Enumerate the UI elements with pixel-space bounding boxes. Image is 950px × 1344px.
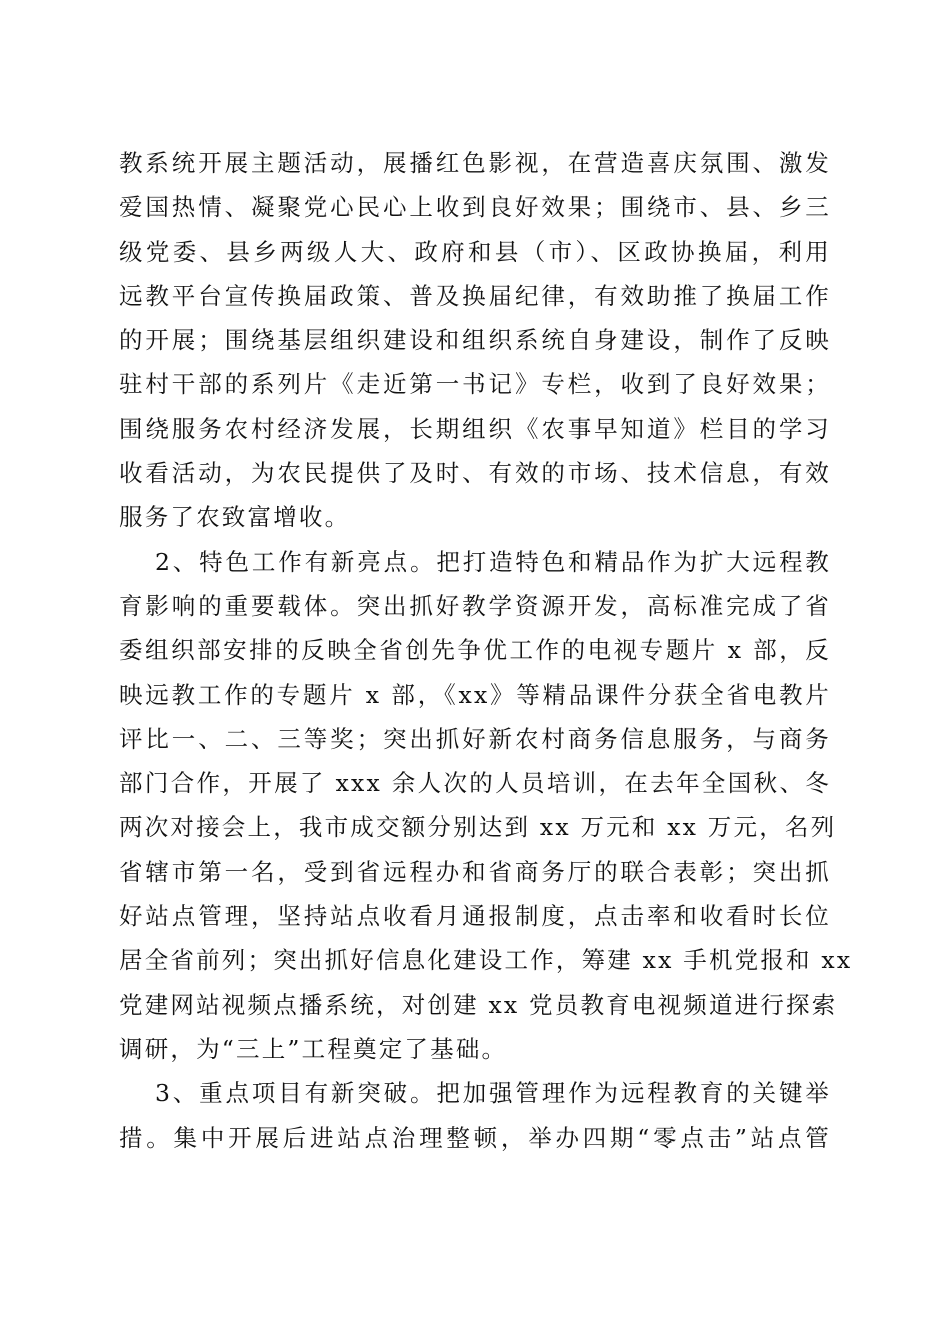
text-line: 好站点管理，坚持站点收看月通报制度，点击率和收看时长位 [119,902,831,931]
text-line: 3、重点项目有新突破。把加强管理作为远程教育的关键举 [155,1079,831,1108]
text-line: 措。集中开展后进站点治理整顿，举办四期“零点击”站点管 [119,1123,831,1152]
text-line: 育影响的重要载体。突出抓好教学资源开发，高标准完成了省 [119,591,831,620]
text-line: 委组织部安排的反映全省创先争优工作的电视专题片 x 部，反 [119,636,831,665]
text-line: 部门合作，开展了 xxx 余人次的人员培训，在去年全国秋、冬 [119,769,831,798]
text-line: 远教平台宣传换届政策、普及换届纪律，有效助推了换届工作 [119,281,831,310]
text-line: 的开展；围绕基层组织建设和组织系统自身建设，制作了反映 [119,326,831,355]
text-line: 爱国热情、凝聚党心民心上收到良好效果；围绕市、县、乡三 [119,193,831,222]
text-line: 2、特色工作有新亮点。把打造特色和精品作为扩大远程教 [155,547,831,576]
text-line: 围绕服务农村经济发展，长期组织《农事早知道》栏目的学习 [119,414,831,443]
paragraph-2 [119,540,853,1072]
paragraph-1 [119,141,831,540]
paragraph-3 [119,1071,831,1160]
text-line: 收看活动，为农民提供了及时、有效的市场、技术信息，有效 [119,459,831,488]
document-body [119,141,853,1160]
text-line: 评比一、二、三等奖；突出抓好新农村商务信息服务，与商务 [119,724,831,753]
text-line: 居全省前列；突出抓好信息化建设工作，筹建 xx 手机党报和 xx [119,946,853,975]
text-line: 调研，为“三上”工程奠定了基础。 [119,1034,508,1063]
text-line: 服务了农致富增收。 [119,503,351,532]
text-line: 驻村干部的系列片《走近第一书记》专栏，收到了良好效果； [119,370,831,399]
text-line: 映远教工作的专题片 x 部，《xx》等精品课件分获全省电教片 [119,680,831,709]
text-line: 级党委、县乡两级人大、政府和县（市）、区政协换届，利用 [119,237,831,266]
text-line: 两次对接会上，我市成交额分别达到 xx 万元和 xx 万元，名列 [119,813,837,842]
text-line: 党建网站视频点播系统，对创建 xx 党员教育电视频道进行探索 [119,990,838,1019]
text-line: 省辖市第一名，受到省远程办和省商务厅的联合表彰；突出抓 [119,857,831,886]
text-line: 教系统开展主题活动，展播红色影视，在营造喜庆氛围、激发 [119,149,831,177]
